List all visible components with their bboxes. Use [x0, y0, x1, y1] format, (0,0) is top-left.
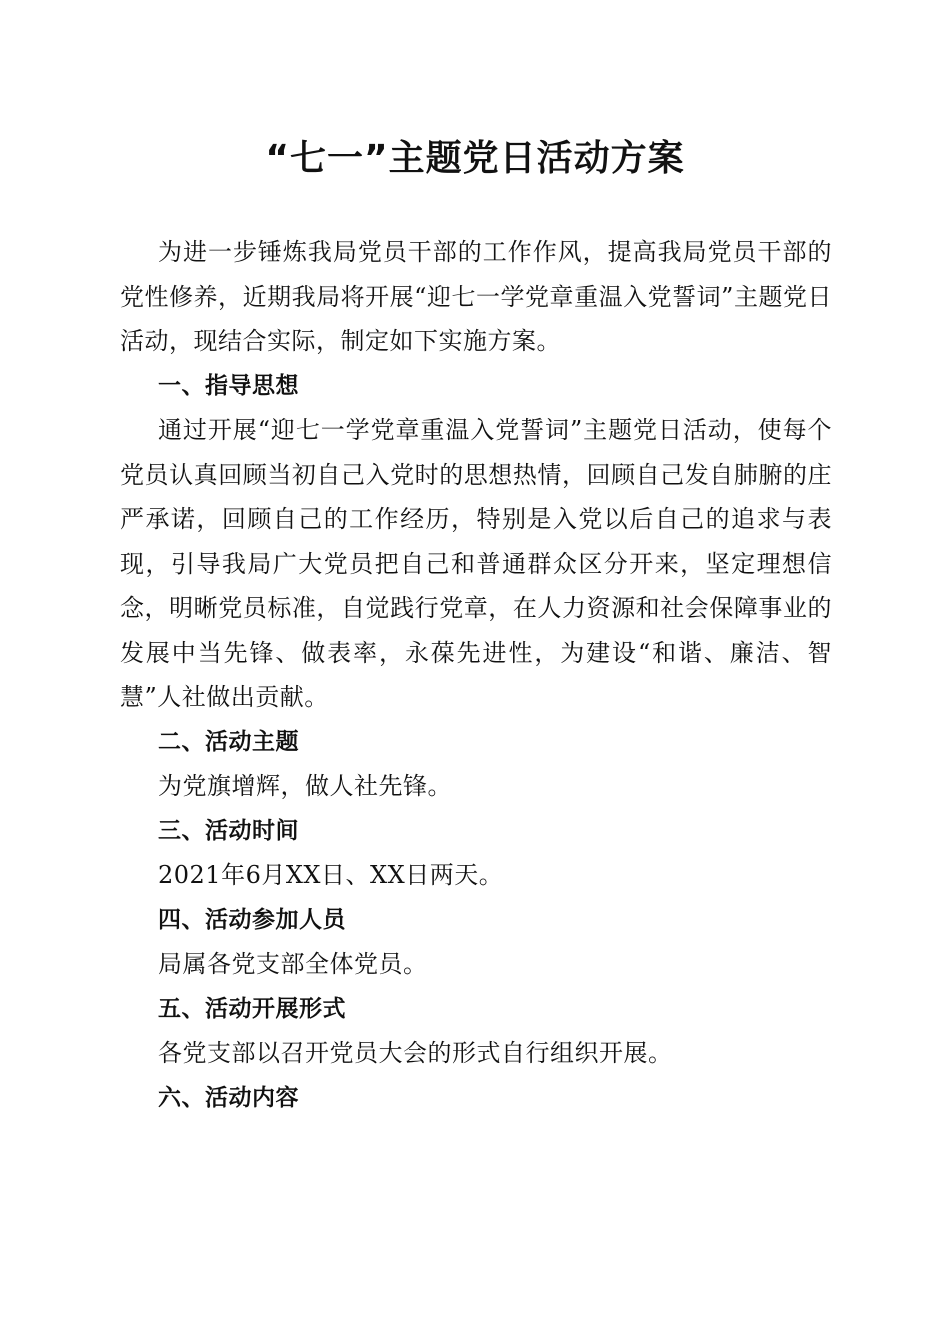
section-text-guiding-thought: 通过开展“迎七一学党章重温入党誓词”主题党日活动，使每个党员认真回顾当初自己入党时的思想热情，回顾自己发自肺腑的庄严承诺，回顾自己的工作经历，特别是入党以后自己的追求与表现，引导我局广大党员把自己和普通群众区分开来，坚定理想信念，明晰党员标准，自觉践行党章，在人力资源和社会保障事业的发展中当先锋、做表率，永葆先进性，为建设“和谐、廉洁、智慧”人社做出贡献。	[120, 416, 832, 711]
document-body	[120, 230, 832, 1120]
section-heading-activity-format: 五、活动开展形式	[158, 995, 346, 1022]
section-heading-guiding-thought: 一、指导思想	[158, 372, 299, 399]
document-title: “七一”主题党日活动方案	[265, 138, 685, 179]
section-heading-activity-time: 三、活动时间	[158, 817, 299, 844]
section-heading-participants: 四、活动参加人员	[158, 906, 346, 933]
section-heading-activity-theme: 二、活动主题	[158, 728, 299, 755]
intro-paragraph: 为进一步锤炼我局党员干部的工作作风，提高我局党员干部的党性修养，近期我局将开展“迎七一学党章重温入党誓词”主题党日活动，现结合实际，制定如下实施方案。	[120, 238, 832, 355]
section-text-participants: 局属各党支部全体党员。	[158, 950, 428, 978]
section-text-activity-format: 各党支部以召开党员大会的形式自行组织开展。	[158, 1039, 673, 1067]
section-heading-activity-content: 六、活动内容	[158, 1084, 299, 1111]
section-text-activity-theme: 为党旗增辉，做人社先锋。	[158, 772, 452, 800]
section-text-activity-time: 2021年6月XX日、XX日两天。	[158, 861, 504, 889]
